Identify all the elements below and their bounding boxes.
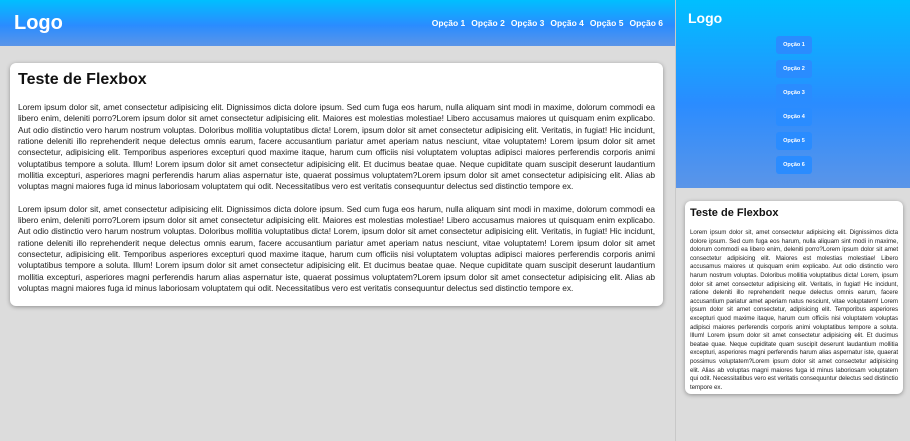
mobile-nav-option-4[interactable]: Opção 4 [776, 108, 812, 126]
paragraph: Lorem ipsum dolor sit, amet consectetur adipisicing elit. Dignissimos dicta dolore ipsum. Sed cum fuga eos harum, nulla aliquam sint modi in maxime, dolorum commodi ea libero enim, deleniti porro?Lorem ipsum dolor sit amet consectetur adipisicing elit. Maiores est molestias molestiae! Libero accusamus maiores ut quisquam enim explicabo. Aut odio distinctio vero harum nostrum voluptas. Doloribus mollitia voluptatibus dicta! Lorem, ipsum dolor sit amet consectetur adipisicing elit. Veritatis, in fugiat! Hic incidunt, ratione deleniti illo reprehenderit neque delectus omnis earum, facere accusantium pariatur amet aperiam natus nesciunt, vitae voluptatem! Lorem ipsum dolor sit amet consectetur, adipisicing elit. Temporibus asperiores excepturi quod maxime itaque, harum cum officiis nisi voluptatem voluptas adipisci maiores perferendis corporis animi voluptatibus tempore a soluta. Illum! Lorem ipsum dolor sit amet consectetur adipisicing elit. Et ducimus beatae quae. Neque cupiditate quam suscipit deserunt laudantium mollitia excepturi, asperiores magni perferendis harum alias aspernatur iste, quaerat possimus voluptatem?Lorem ipsum dolor sit amet consectetur adipisicing elit. Alias ab voluptas magni maiores fuga id minus laboriosam voluptatem qui odit. Necessitatibus vero est veritatis consequuntur delectus sed distinctio tempore ex. [18, 203, 655, 294]
mobile-nav-option-3[interactable]: Opção 3 [776, 84, 812, 102]
nav-option-1[interactable]: Opção 1 [431, 18, 466, 28]
mobile-content-card [685, 201, 903, 394]
nav-menu [432, 18, 663, 28]
mobile-page-title: Teste de Flexbox [690, 207, 779, 219]
paragraph: Lorem ipsum dolor sit, amet consectetur adipisicing elit. Dignissimos dicta dolore ipsum. Sed cum fuga eos harum, nulla aliquam sint modi in maxime, dolorum commodi ea libero enim, deleniti porro?Lorem ipsum dolor sit amet consectetur adipisicing elit. Maiores est molestias molestiae! Libero accusamus maiores ut quisquam enim explicabo. Aut odio distinctio vero harum nostrum voluptas. Doloribus mollitia voluptatibus dicta! Lorem, ipsum dolor sit amet consectetur adipisicing elit. Veritatis, in fugiat! Hic incidunt, ratione deleniti illo reprehenderit neque delectus omnis earum, facere accusantium pariatur amet aperiam natus nesciunt, vitae voluptatem! Lorem ipsum dolor sit amet consectetur, adipisicing elit. Temporibus asperiores excepturi quod maxime itaque, harum cum officiis nisi voluptatem voluptas adipisci maiores perferendis corporis animi voluptatibus tempore a soluta. Illum! Lorem ipsum dolor sit amet consectetur adipisicing elit. Et ducimus beatae quae. Neque cupiditate quam suscipit deserunt laudantium mollitia excepturi, asperiores magni perferendis harum alias aspernatur iste, quaerat possimus voluptatem?Lorem ipsum dolor sit amet consectetur adipisicing elit. Alias ab voluptas magni maiores fuga id minus laboriosam voluptatem qui odit. Necessitatibus vero est veritatis consequuntur delectus sed distinctio tempore ex. [690, 229, 898, 391]
mobile-logo[interactable]: Logo [688, 10, 723, 26]
paragraph: Lorem ipsum dolor sit, amet consectetur adipisicing elit. Dignissimos dicta dolore ipsum. Sed cum fuga eos harum, nulla aliquam sint modi in maxime, dolorum commodi ea libero enim, deleniti porro?Lorem ipsum dolor sit amet consectetur adipisicing elit. Maiores est molestias molestiae! Libero accusamus maiores ut quisquam enim explicabo. Aut odio distinctio vero harum nostrum voluptas. Doloribus mollitia voluptatibus dicta! Lorem, ipsum dolor sit amet consectetur adipisicing elit. Veritatis, in fugiat! Hic incidunt, ratione deleniti illo reprehenderit neque delectus omnis earum, facere accusantium pariatur amet aperiam natus nesciunt, vitae voluptatem! Lorem ipsum dolor sit amet consectetur, adipisicing elit. Temporibus asperiores excepturi quod maxime itaque, harum cum officiis nisi voluptatem voluptas adipisci maiores perferendis corporis animi voluptatibus tempore a soluta. Illum! Lorem ipsum dolor sit amet consectetur adipisicing elit. Et ducimus beatae quae. Neque cupiditate quam suscipit deserunt laudantium mollitia excepturi, asperiores magni perferendis harum alias aspernatur iste, quaerat possimus voluptatem?Lorem ipsum dolor sit amet consectetur adipisicing elit. Alias ab voluptas magni maiores fuga id minus laboriosam voluptatem qui odit. Necessitatibus vero est veritatis consequuntur delectus sed distinctio tempore ex. [18, 102, 655, 192]
mobile-header [676, 0, 910, 188]
mobile-nav-option-5[interactable]: Opção 5 [776, 132, 812, 150]
nav-option-5[interactable]: Opção 5 [589, 18, 624, 28]
nav-option-6[interactable]: Opção 6 [629, 18, 663, 28]
content-card [10, 63, 663, 306]
page-title: Teste de Flexbox [18, 71, 147, 88]
nav-option-3[interactable]: Opção 3 [510, 18, 545, 28]
mobile-nav-option-6[interactable]: Opção 6 [776, 156, 812, 174]
logo[interactable]: Logo [14, 11, 63, 34]
nav-option-2[interactable]: Opção 2 [471, 18, 505, 28]
nav-option-4[interactable]: Opção 4 [550, 18, 584, 28]
mobile-view [676, 0, 910, 441]
mobile-nav-option-1[interactable]: Opção 1 [776, 36, 812, 54]
mobile-nav-option-2[interactable]: Opção 2 [776, 60, 812, 78]
mobile-nav-menu [776, 36, 812, 174]
header [0, 0, 675, 46]
